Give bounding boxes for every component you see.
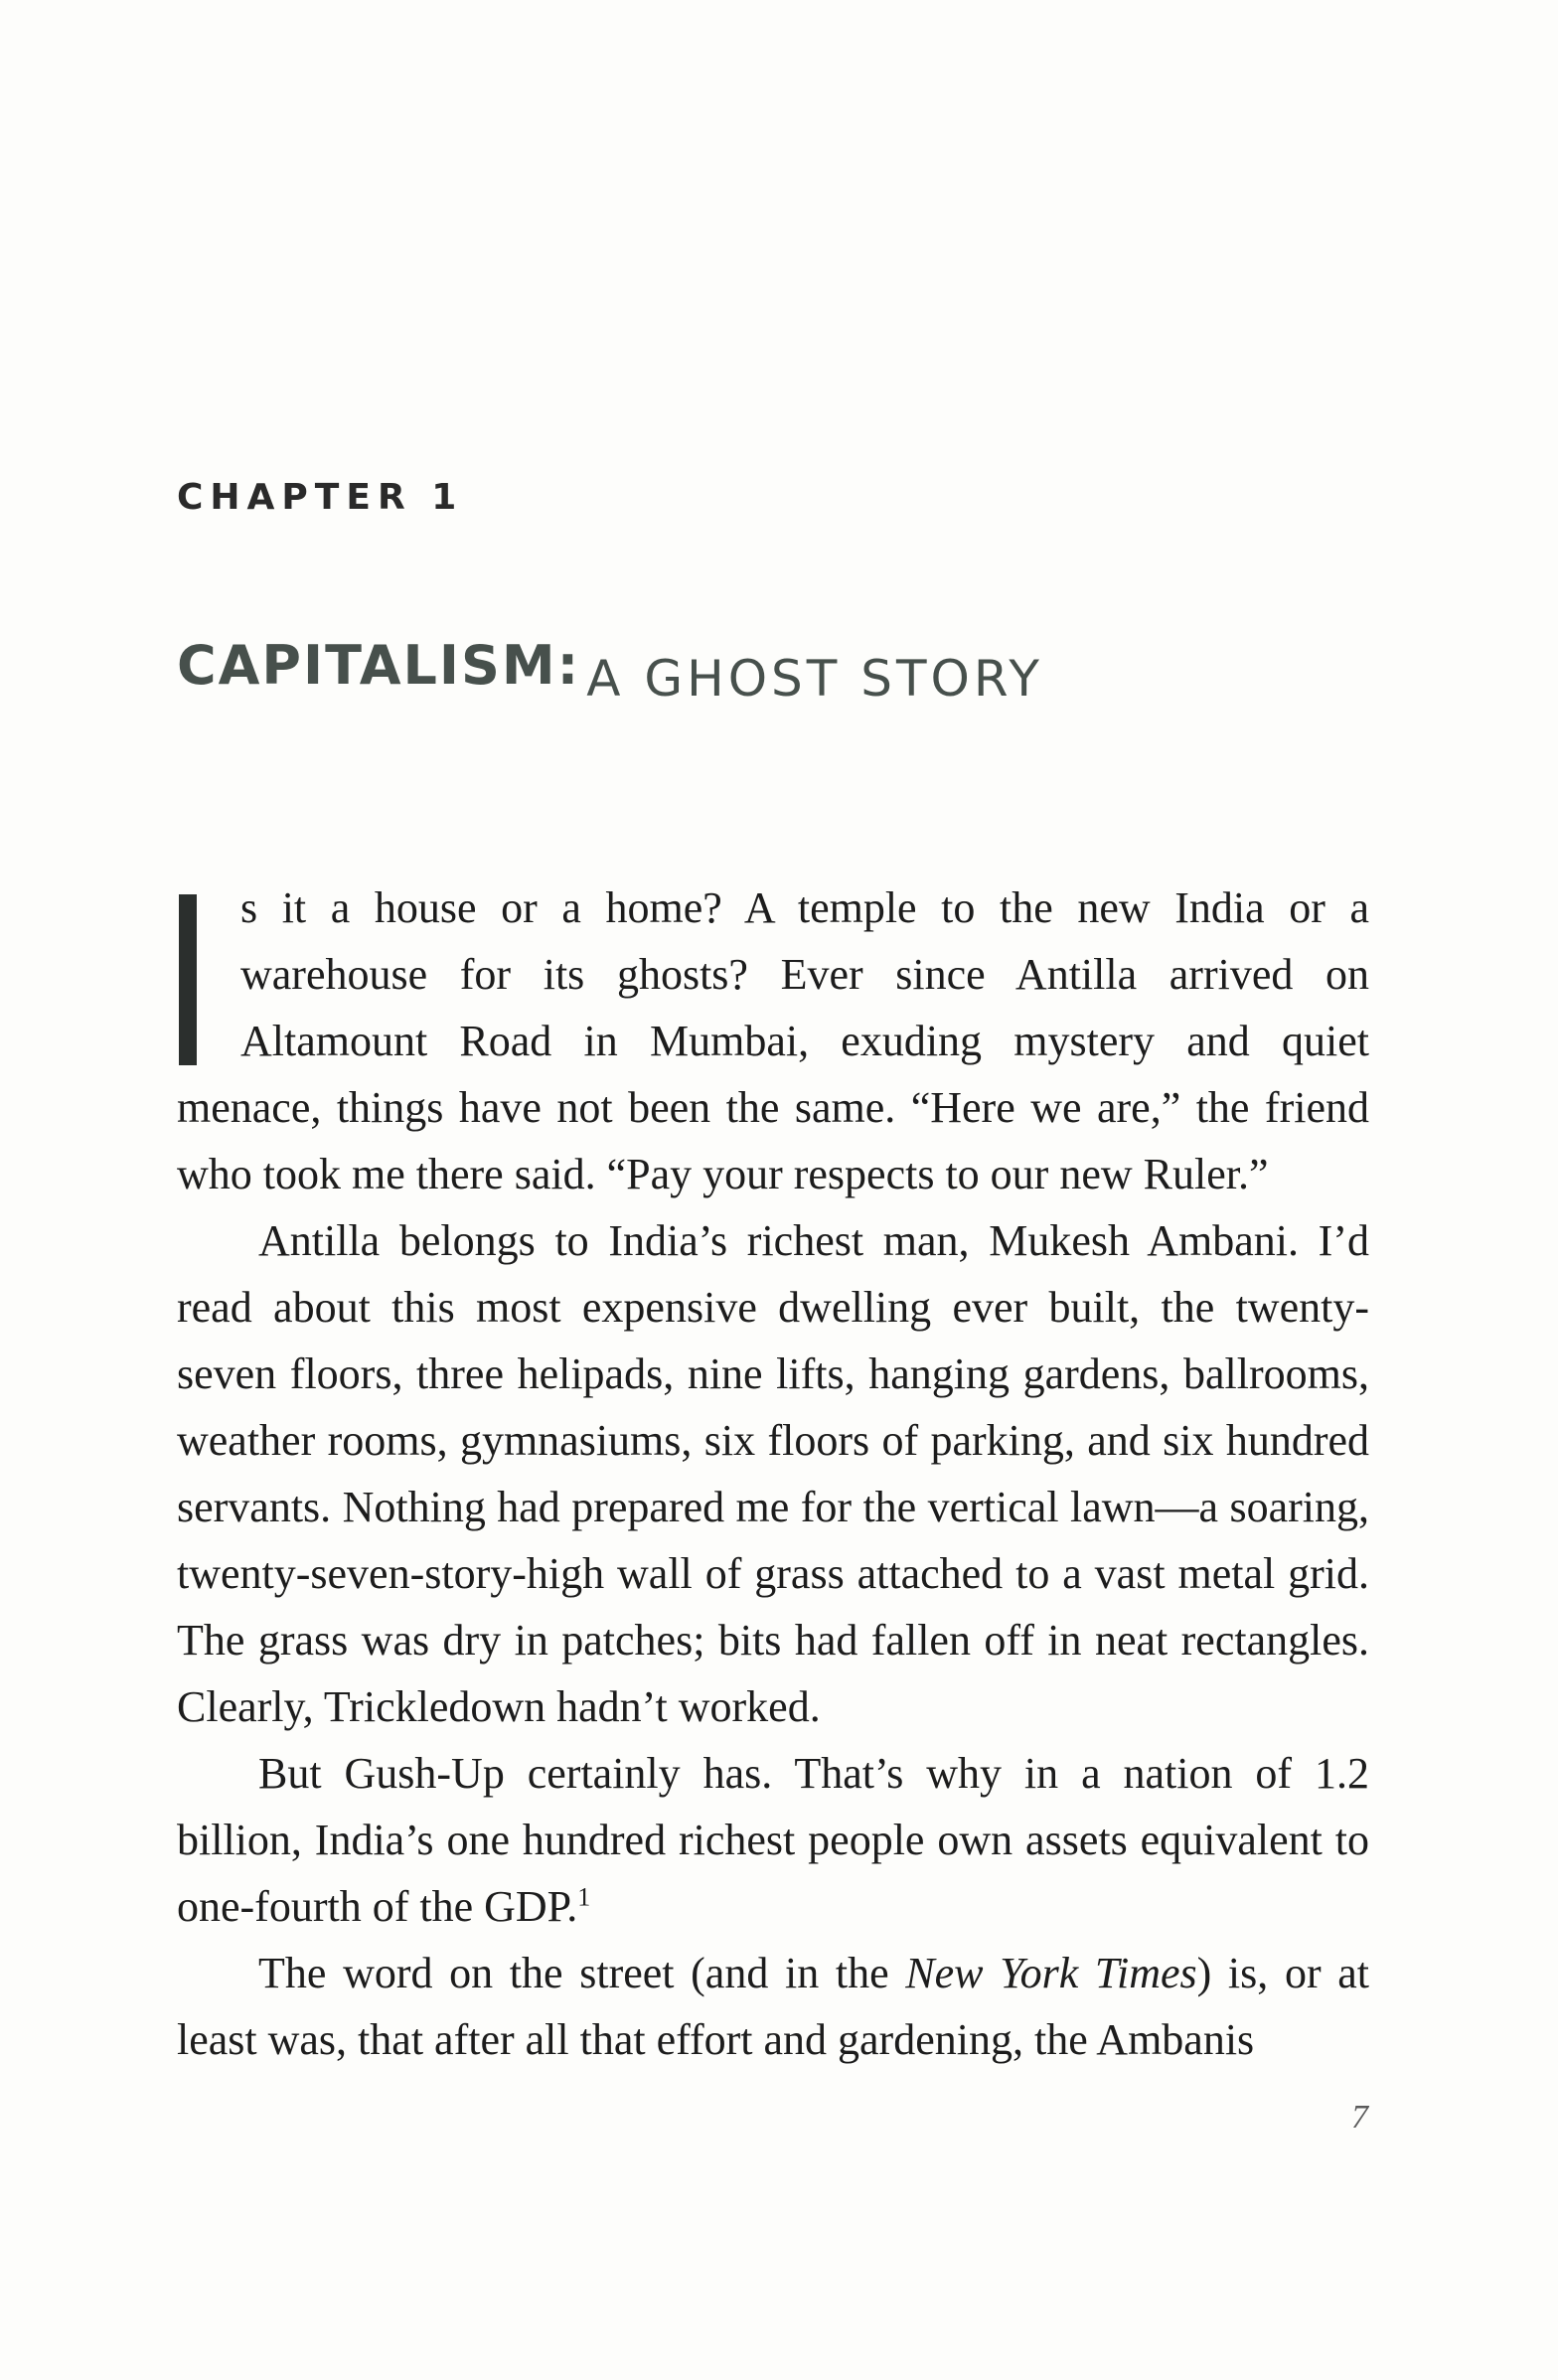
- paragraph-4-before: The word on the street (and in the: [258, 1949, 906, 1997]
- chapter-title-sub: A GHOST STORY: [586, 650, 1043, 708]
- body-text: [177, 874, 1369, 2073]
- chapter-label: CHAPTER 1: [177, 477, 464, 518]
- paragraph-4-after: ) is, or at least was, that after all that effort and gardening, the Ambanis: [177, 1949, 1370, 2064]
- paragraph-3-text: But Gush-Up certainly has. That’s why in a nation of 1.2 billion, India’s one hundred richest people own assets equivalent to one-fourth of the GDP.: [177, 1749, 1369, 1931]
- chapter-title: [177, 634, 1043, 708]
- chapter-title-main: CAPITALISM:: [177, 634, 581, 697]
- footnote-ref[interactable]: 1: [577, 1882, 591, 1912]
- paragraph-4: [177, 1940, 1369, 2073]
- paragraph-1-text: s it a house or a home? A temple to the new India or a warehouse for its ghosts? Ever since Antilla arrived on Altamount Road in Mumbai, exuding mystery and quiet menace, things have not been the same. “Here we are,” the friend who took me there said. “Pay your respects to our new Ruler.”: [177, 883, 1369, 1198]
- drop-cap: [179, 894, 197, 1065]
- paragraph-3: [177, 1740, 1369, 1940]
- paragraph-1: [177, 874, 1369, 1207]
- paragraph-2: Antilla belongs to India’s richest man, Mukesh Ambani. I’d read about this most expensive dwelling ever built, the twenty-seven floors, three helipads, nine lifts, hanging gardens, ballrooms, weather rooms, gymnasiums, six floors of parking, and six hundred servants. Nothing had prepared me for the vertical lawn—a soaring, twenty-seven-story-high wall of grass attached to a vast metal grid. The grass was dry in patches; bits had fallen off in neat rectangles. Clearly, Trickledown hadn’t worked.: [177, 1216, 1369, 1731]
- page-number: 7: [1351, 2099, 1368, 2136]
- paragraph-4-italic: New York Times: [905, 1949, 1197, 1997]
